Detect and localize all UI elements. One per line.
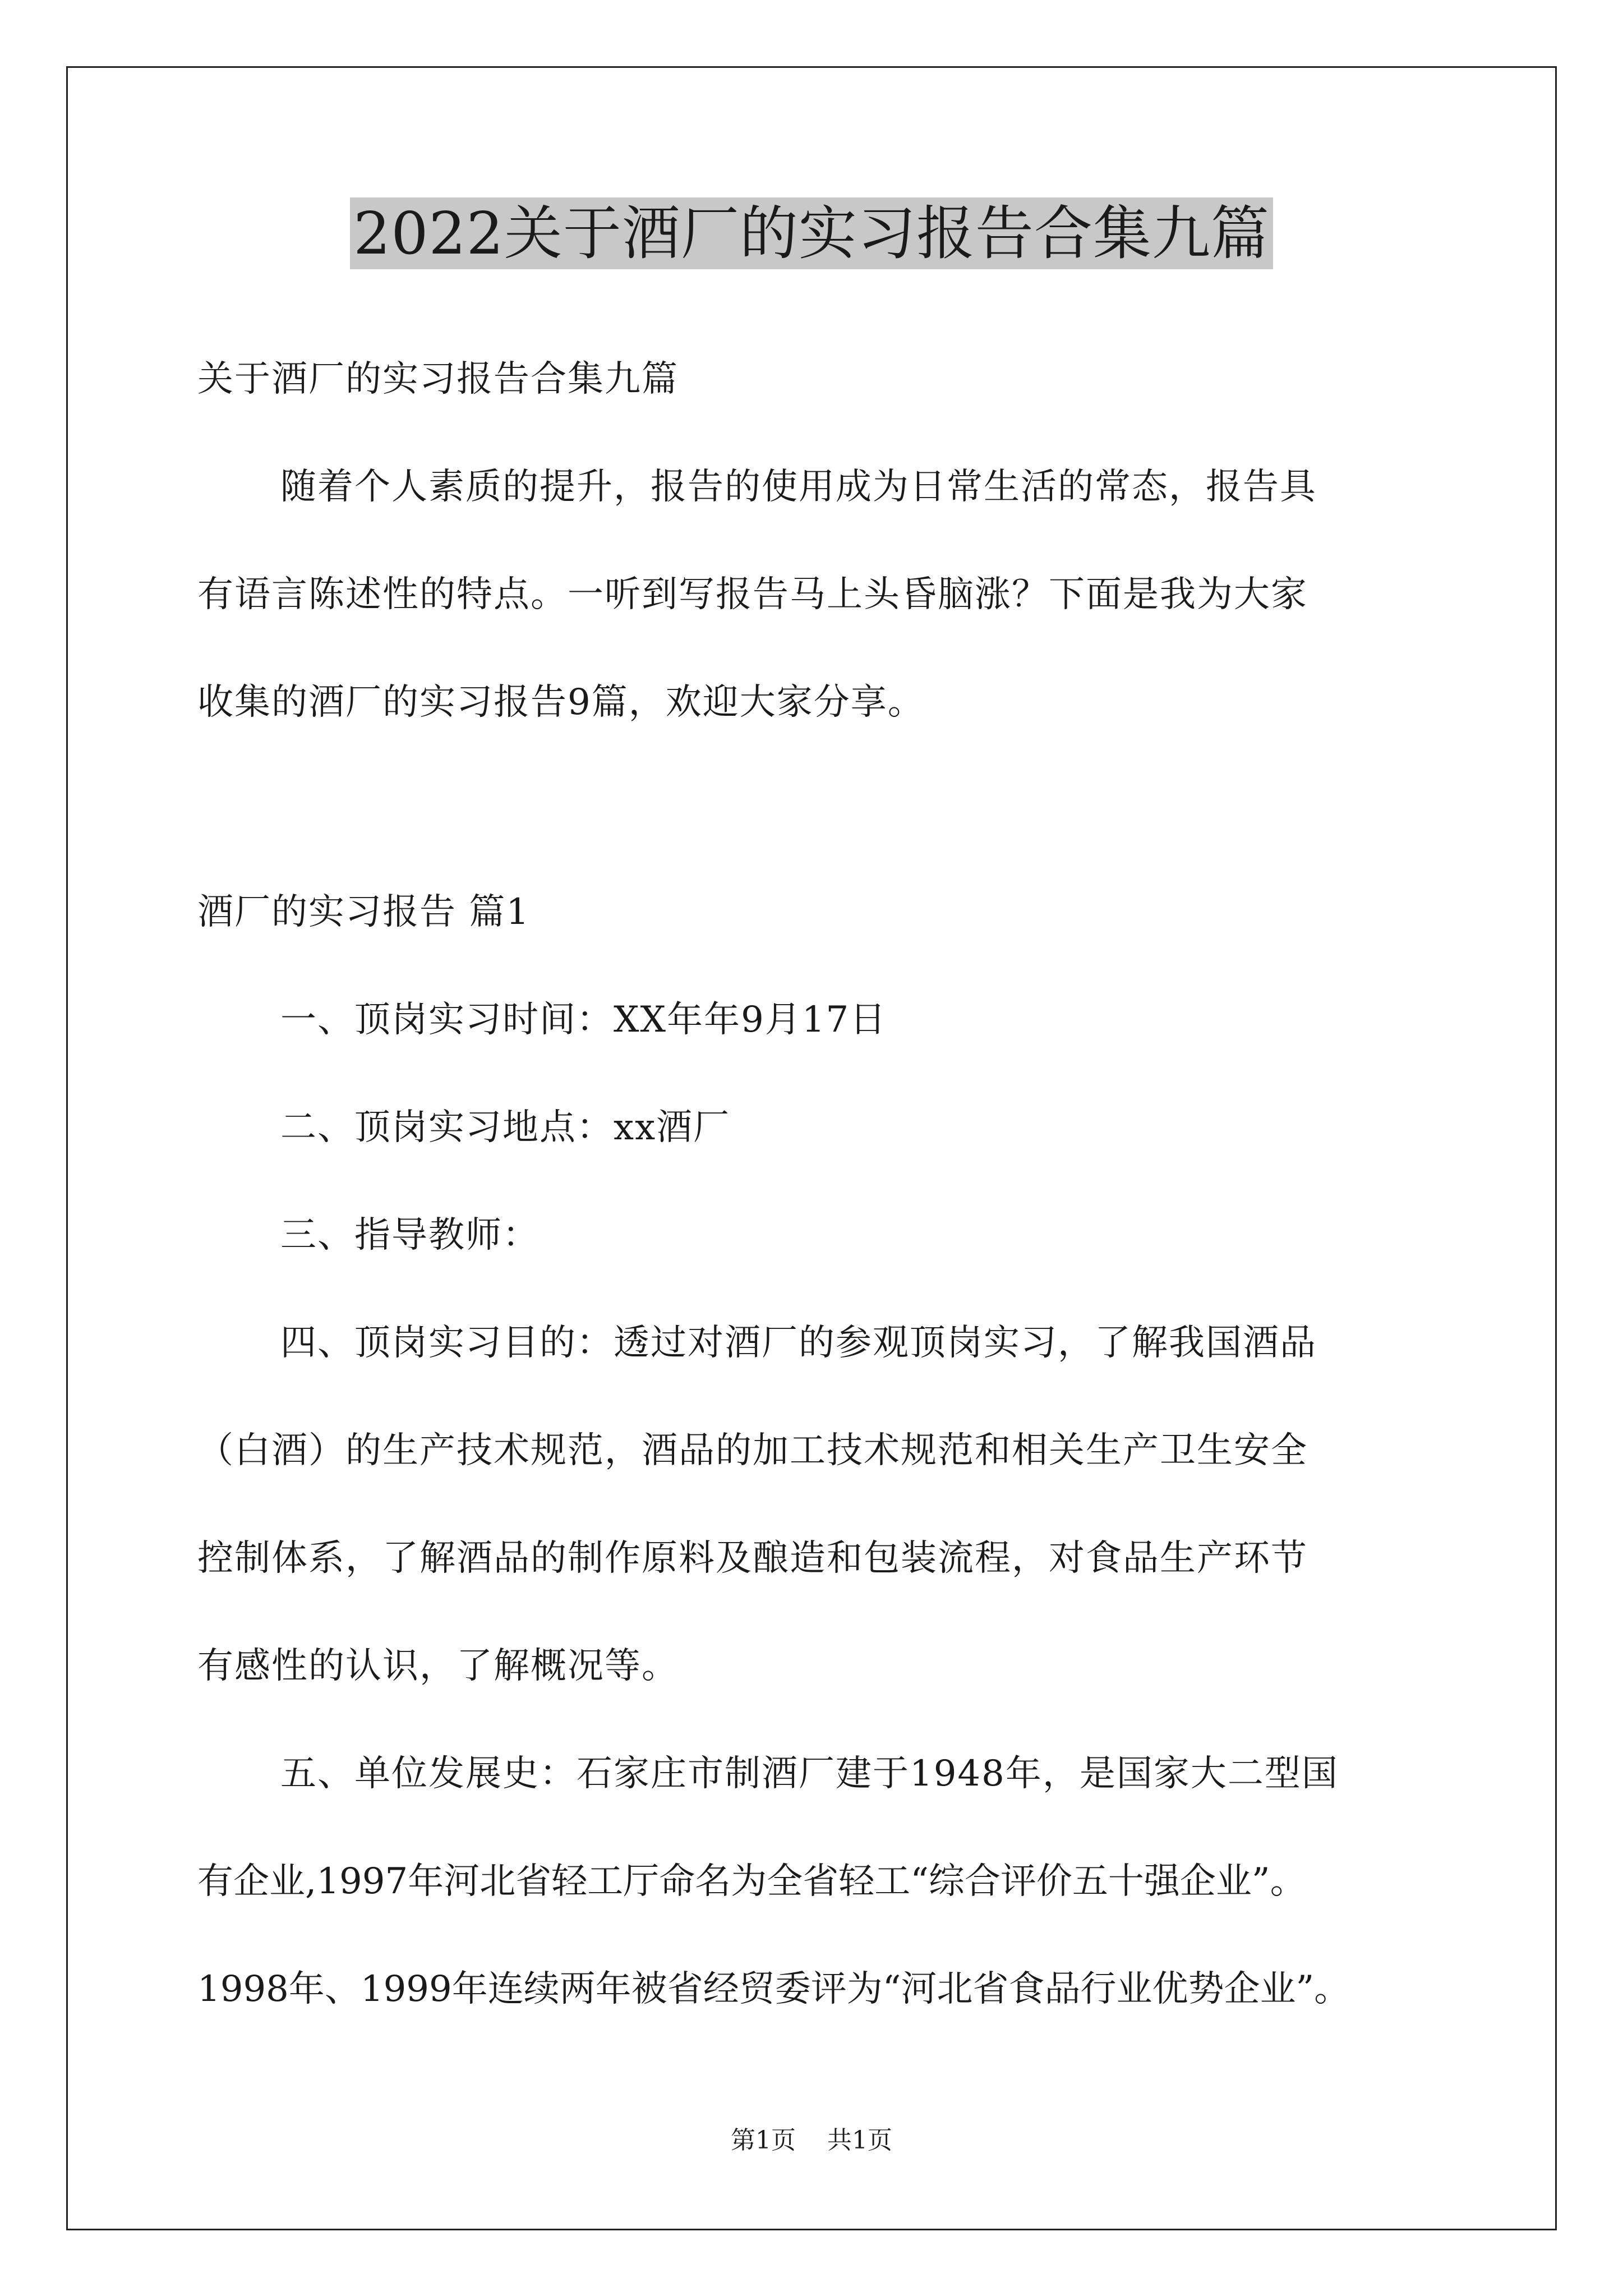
purpose-line-4: 有感性的认识，了解概况等。 xyxy=(197,1645,679,1687)
document-title: 2022关于酒厂的实习报告合集九篇 xyxy=(350,197,1273,269)
item-time: 一、顶岗实习时间：XX年年9月17日 xyxy=(280,999,887,1041)
item-teacher: 三、指导教师： xyxy=(280,1214,540,1256)
history-line-1: 五、单位发展史：石家庄市制酒厂建于1948年，是国家大二型国 xyxy=(280,1753,1339,1795)
purpose-line-2: （白酒）的生产技术规范，酒品的加工技术规范和相关生产卫生安全 xyxy=(197,1430,1308,1471)
intro-line-1: 随着个人素质的提升，报告的使用成为日常生活的常态，报告具 xyxy=(280,466,1317,508)
page-footer xyxy=(0,2124,1623,2157)
intro-line-3: 收集的酒厂的实习报告9篇，欢迎大家分享。 xyxy=(197,682,925,723)
page-number: 第1页 共1页 xyxy=(731,2126,892,2155)
item-place: 二、顶岗实习地点：xx酒厂 xyxy=(280,1107,731,1148)
purpose-line-3: 控制体系，了解酒品的制作原料及酿造和包装流程，对食品生产环节 xyxy=(197,1538,1308,1579)
purpose-line-1: 四、顶岗实习目的：透过对酒厂的参观顶岗实习，了解我国酒品 xyxy=(280,1322,1317,1364)
title-container xyxy=(0,197,1623,269)
intro-line-2: 有语言陈述性的特点。一听到写报告马上头昏脑涨？下面是我为大家 xyxy=(197,574,1308,615)
document-subtitle: 关于酒厂的实习报告合集九篇 xyxy=(197,358,679,400)
history-line-3: 1998年、1999年连续两年被省经贸委评为“河北省食品行业优势企业”。 xyxy=(197,1968,1350,2010)
section-heading: 酒厂的实习报告 篇1 xyxy=(197,891,531,933)
history-line-2: 有企业,1997年河北省轻工厅命名为全省轻工“综合评价五十强企业”。 xyxy=(197,1861,1306,1902)
